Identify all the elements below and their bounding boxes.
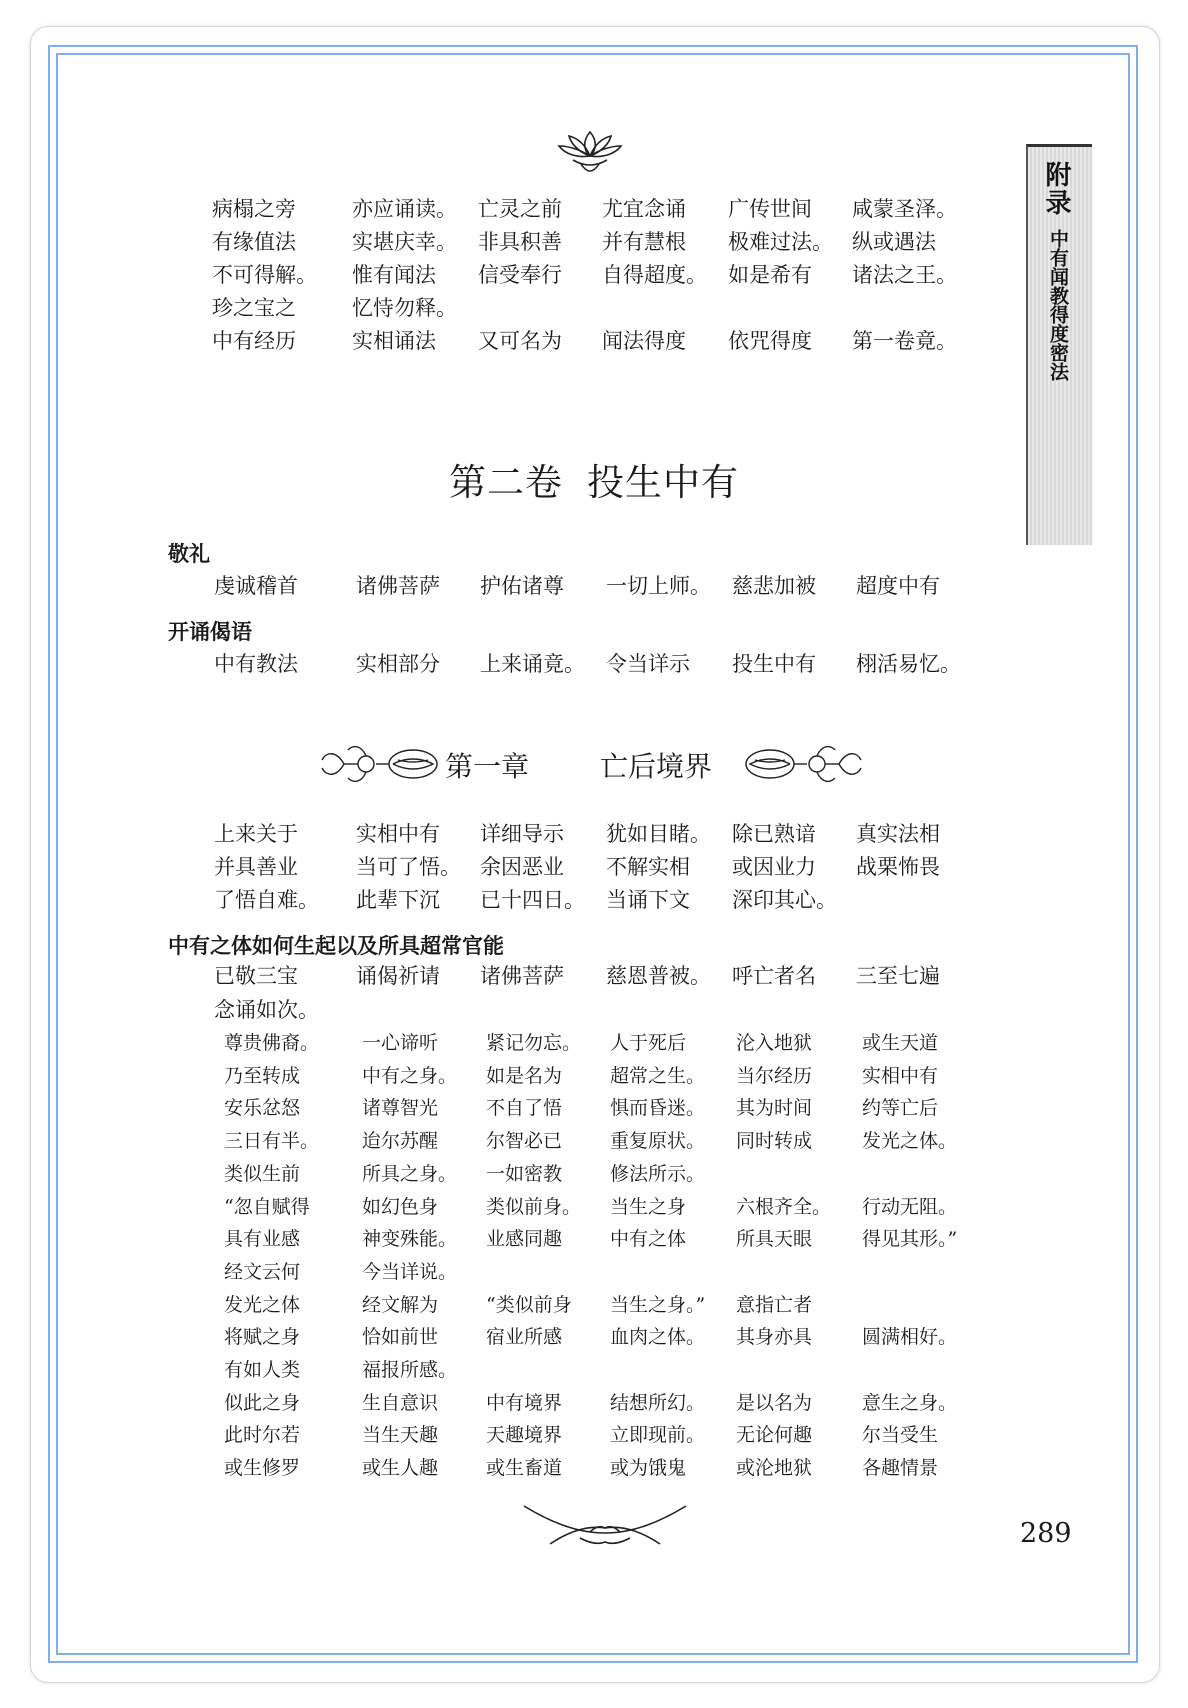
verse-phrase: 乃至转成 <box>224 1064 301 1087</box>
verse-phrase: 所具之身。 <box>362 1162 458 1185</box>
verse-phrase: 上来诵竟。 <box>480 652 585 676</box>
verse-line <box>0 1257 1188 1290</box>
verse-phrase: 有如人类 <box>224 1359 301 1381</box>
verse-phrase: 咸蒙圣泽。 <box>852 197 957 221</box>
verse-phrase: 立即现前。 <box>610 1424 706 1447</box>
verse-phrase: 中有教法 <box>214 652 298 676</box>
chapter-one-title: 亡后境界 <box>600 750 713 783</box>
verse-phrase: 实相部分 <box>356 652 440 676</box>
verse-phrase: 经文解为 <box>362 1293 439 1316</box>
verse-phrase: 迨尔苏醒 <box>362 1130 439 1153</box>
verse-phrase: 一如密教 <box>486 1162 563 1185</box>
verse-phrase: 天趣境界 <box>486 1424 563 1447</box>
verse-phrase: 三日有半。 <box>224 1130 320 1153</box>
verse-phrase: 实相诵法 <box>352 329 436 353</box>
verse-phrase: 将赋之身 <box>224 1326 301 1349</box>
verse-phrase: 结想所幻。 <box>610 1391 706 1414</box>
verse-phrase: 约等亡后 <box>862 1097 939 1120</box>
verse-line <box>0 1355 1188 1388</box>
verse-line <box>0 570 1188 603</box>
verse-phrase: 福报所感。 <box>362 1359 458 1381</box>
verse-phrase: 紧记勿忘。 <box>486 1032 582 1054</box>
verse-phrase: 当尔经历 <box>736 1064 813 1087</box>
verse-phrase: 类似生前 <box>224 1162 301 1185</box>
verse-phrase: 上来关于 <box>214 822 298 846</box>
verse-phrase: 所具天眼 <box>736 1228 813 1251</box>
verse-phrase: 战栗怖畏 <box>856 855 940 879</box>
verse-phrase: “类似前身 <box>486 1293 572 1316</box>
verse-phrase: 余因恶业 <box>480 855 564 879</box>
verse-phrase: 不解实相 <box>606 855 690 879</box>
body-heading: 中有之体如何生起以及所具超常官能 <box>168 934 504 958</box>
verse-phrase: 犹如目睹。 <box>606 822 711 846</box>
verse-phrase: 中有经历 <box>212 329 296 353</box>
verse-line <box>0 1224 1188 1257</box>
verse-phrase: 惧而昏迷。 <box>610 1097 706 1120</box>
verse-line <box>0 325 1188 358</box>
verse-phrase: 似此之身 <box>224 1391 301 1414</box>
verse-phrase: 已敬三宝 <box>214 964 298 988</box>
verse-phrase: 病榻之旁 <box>212 197 296 221</box>
verse-phrase: 第一卷竟。 <box>852 329 957 353</box>
verse-phrase: 经文云何 <box>224 1260 301 1283</box>
verse-phrase: 一心谛听 <box>362 1032 439 1054</box>
verse-phrase: 诸尊智光 <box>362 1097 439 1120</box>
verse-phrase: 是以名为 <box>736 1391 813 1414</box>
verse-phrase: 发光之体。 <box>862 1130 958 1153</box>
verse-phrase: 当生之身。” <box>610 1293 706 1316</box>
verse-line <box>0 648 1188 681</box>
verse-phrase: 其身亦具 <box>736 1326 813 1349</box>
verse-phrase: 行动无阻。 <box>862 1195 958 1218</box>
verse-phrase: 念诵如次。 <box>214 998 319 1022</box>
verse-line <box>0 994 1188 1027</box>
verse-line <box>0 193 1188 226</box>
verse-line <box>0 1028 1188 1061</box>
intro-heading: 开诵偈语 <box>168 620 252 644</box>
verse-phrase: 依咒得度 <box>728 329 812 353</box>
verse-phrase: 投生中有 <box>732 652 816 676</box>
verse-phrase: 或沦地狱 <box>736 1457 813 1480</box>
verse-phrase: 或生天道 <box>862 1032 939 1054</box>
verse-phrase: 当可了悟。 <box>356 855 461 879</box>
verse-phrase: 其为时间 <box>736 1097 813 1120</box>
verse-phrase: 神变殊能。 <box>362 1228 458 1251</box>
verse-phrase: 各趣情景 <box>862 1457 939 1480</box>
verse-phrase: 不自了悟 <box>486 1097 563 1120</box>
verse-phrase: 当生之身 <box>610 1195 687 1218</box>
verse-phrase: 已十四日。 <box>480 888 585 912</box>
verse-phrase: 护佑诸尊 <box>480 574 564 598</box>
verse-line <box>0 1290 1188 1323</box>
verse-phrase: 不可得解。 <box>212 263 317 287</box>
verse-phrase: 或因业力 <box>732 855 816 879</box>
page-number: 289 <box>1020 1518 1072 1549</box>
verse-phrase: 中有之身。 <box>362 1064 458 1087</box>
verse-phrase: 呼亡者名 <box>732 964 816 988</box>
verse-phrase: 令当详示 <box>606 652 690 676</box>
verse-phrase: 恰如前世 <box>362 1326 439 1349</box>
verse-phrase: 慈恩普被。 <box>606 964 711 988</box>
verse-phrase: 意生之身。 <box>862 1391 958 1414</box>
verse-phrase: 又可名为 <box>478 329 562 353</box>
chapter-title: 第二卷 投生中有 <box>449 461 739 504</box>
verse-phrase: 除已熟谙 <box>732 822 816 846</box>
verse-phrase: 详细导示 <box>480 822 564 846</box>
verse-phrase: 纵或遇法 <box>852 230 936 254</box>
verse-phrase: 宿业所感 <box>486 1326 563 1349</box>
verse-phrase: 自得超度。 <box>602 263 707 287</box>
verse-phrase: 深印其心。 <box>732 888 837 912</box>
verse-line <box>0 1126 1188 1159</box>
verse-phrase: 超度中有 <box>856 574 940 598</box>
verse-phrase: 具有业感 <box>224 1228 301 1251</box>
verse-phrase: 信受奉行 <box>478 263 562 287</box>
verse-phrase: 一切上师。 <box>606 574 711 598</box>
verse-phrase: 得见其形。” <box>862 1228 958 1251</box>
verse-phrase: 诵偈祈请 <box>356 964 440 988</box>
verse-line <box>0 1322 1188 1355</box>
verse-phrase: 栩活易忆。 <box>856 652 961 676</box>
verse-phrase: 尤宜念诵 <box>602 197 686 221</box>
verse-phrase: 发光之体 <box>224 1293 301 1316</box>
verse-phrase: 闻法得度 <box>602 329 686 353</box>
chapter-one-number: 第一章 <box>445 750 530 783</box>
verse-phrase: 实相中有 <box>356 822 440 846</box>
conch-ornament-left-icon <box>318 736 448 792</box>
verse-line <box>0 1192 1188 1225</box>
verse-phrase: 如是名为 <box>486 1064 563 1087</box>
verse-phrase: 修法所示。 <box>610 1162 706 1185</box>
verse-phrase: 广传世间 <box>728 197 812 221</box>
verse-phrase: 亦应诵读。 <box>352 197 457 221</box>
verse-phrase: 有缘值法 <box>212 230 296 254</box>
verse-phrase: 中有境界 <box>486 1391 563 1414</box>
verse-phrase: 惟有闻法 <box>352 263 436 287</box>
verse-phrase: 当生天趣 <box>362 1424 439 1447</box>
verse-phrase: 实堪庆幸。 <box>352 230 457 254</box>
verse-phrase: 中有之体 <box>610 1228 687 1251</box>
book-title-label: 中有闻教得度密法 <box>1047 229 1069 381</box>
conch-ornament-right-icon <box>735 736 865 792</box>
verse-phrase: 尊贵佛裔。 <box>224 1032 320 1054</box>
verse-phrase: 慈悲加被 <box>732 574 816 598</box>
verse-phrase: 亡灵之前 <box>478 197 562 221</box>
verse-phrase: 超常之生。 <box>610 1064 706 1087</box>
verse-phrase: 此时尔若 <box>224 1424 301 1447</box>
verse-phrase: 或生畜道 <box>486 1457 563 1480</box>
verse-phrase: 生自意识 <box>362 1391 439 1414</box>
verse-phrase: 沦入地狱 <box>736 1032 813 1054</box>
verse-phrase: 同时转成 <box>736 1130 813 1153</box>
verse-phrase: 真实法相 <box>856 822 940 846</box>
verse-line <box>0 1159 1188 1192</box>
verse-line <box>0 818 1188 851</box>
lotus-ornament-icon <box>555 126 625 182</box>
verse-line <box>0 960 1188 993</box>
verse-phrase: 诸佛菩萨 <box>356 574 440 598</box>
verse-phrase: 珍之宝之 <box>212 296 296 320</box>
verse-phrase: 今当详说。 <box>362 1260 458 1283</box>
verse-phrase: 了悟自难。 <box>214 888 319 912</box>
verse-line <box>0 292 1188 325</box>
verse-phrase: 意指亡者 <box>736 1293 813 1316</box>
verse-phrase: 圆满相好。 <box>862 1326 958 1349</box>
verse-line <box>0 851 1188 884</box>
verse-phrase: 重复原状。 <box>610 1130 706 1153</box>
verse-phrase: 类似前身。 <box>486 1195 582 1218</box>
verse-phrase: 业感同趣 <box>486 1228 563 1251</box>
appendix-label: 附录 <box>1041 161 1071 217</box>
verse-phrase: 极难过法。 <box>728 230 833 254</box>
verse-phrase: 安乐忿怒 <box>224 1097 301 1120</box>
verse-phrase: 如是希有 <box>728 263 812 287</box>
verse-phrase: 人于死后 <box>610 1032 687 1054</box>
verse-phrase: 血肉之体。 <box>610 1326 706 1349</box>
verse-line <box>0 226 1188 259</box>
verse-line <box>0 259 1188 292</box>
verse-phrase: 无论何趣 <box>736 1424 813 1447</box>
verse-phrase: 并有慧根 <box>602 230 686 254</box>
verse-phrase: 如幻色身 <box>362 1195 439 1218</box>
verse-line <box>0 1061 1188 1094</box>
verse-phrase: 尔当受生 <box>862 1424 939 1447</box>
verse-phrase: 或生修罗 <box>224 1457 301 1480</box>
verse-phrase: 诸佛菩萨 <box>480 964 564 988</box>
verse-phrase: 尔智必已 <box>486 1130 563 1153</box>
homage-heading: 敬礼 <box>168 542 210 566</box>
verse-line <box>0 1388 1188 1421</box>
verse-phrase: 实相中有 <box>862 1064 939 1087</box>
verse-phrase: 三至七遍 <box>856 964 940 988</box>
verse-line <box>0 884 1188 917</box>
verse-phrase: 忆恃勿释。 <box>352 296 457 320</box>
verse-phrase: 非具积善 <box>478 230 562 254</box>
verse-phrase: 当诵下文 <box>606 888 690 912</box>
verse-phrase: 并具善业 <box>214 855 298 879</box>
verse-phrase: “忽自赋得 <box>224 1195 310 1218</box>
verse-phrase: 诸法之王。 <box>852 263 957 287</box>
joined-hands-ornament-icon <box>520 1498 690 1552</box>
verse-phrase: 六根齐全。 <box>736 1195 832 1218</box>
verse-phrase: 虔诚稽首 <box>214 574 298 598</box>
verse-line <box>0 1453 1188 1486</box>
verse-phrase: 或为饿鬼 <box>610 1457 687 1480</box>
verse-line <box>0 1093 1188 1126</box>
verse-phrase: 此辈下沉 <box>356 888 440 912</box>
verse-line <box>0 1420 1188 1453</box>
verse-phrase: 或生人趣 <box>362 1457 439 1480</box>
